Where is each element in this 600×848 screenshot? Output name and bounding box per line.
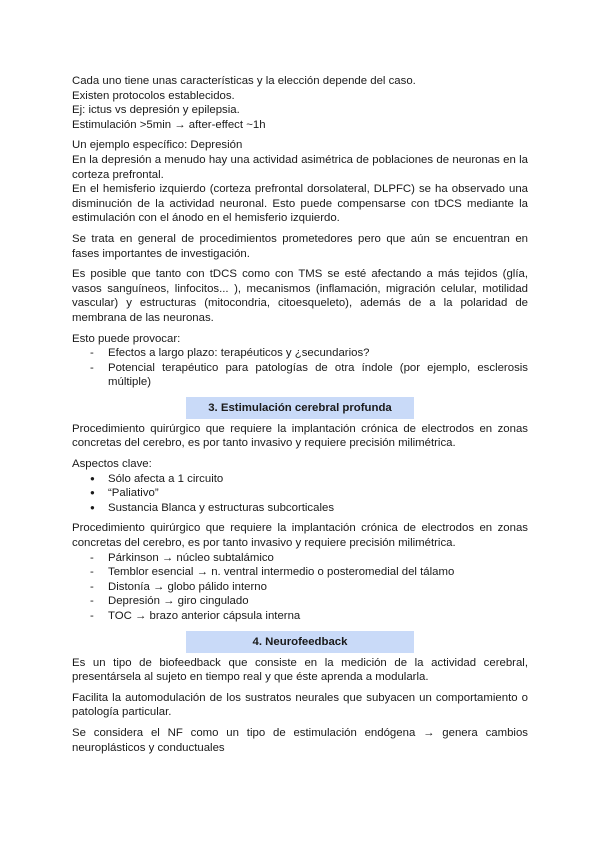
effects-list [72,346,528,390]
list-item: ● “Paliativo” [72,486,528,501]
list-item: - Párkinson → núcleo subtalámico [72,551,528,566]
section-3-heading: 3. Estimulación cerebral profunda [186,397,414,419]
general-paragraph: Se trata en general de procedimientos prometedores pero que aún se encuentran en fases importantes de investigación. [72,232,528,260]
section-4-paragraph-3: Se considera el NF como un tipo de estimulación endógena → genera cambios neuroplásticos y conductuales [72,726,528,754]
tissues-paragraph: Es posible que tanto con tDCS como con TMS se esté afectando a más tejidos (glía, vasos sanguíneos, linfocitos... ), mecanismos (inflamación, migración celular, motilidad vascular) y estructuras (mitocondria, citoesqueleto), además de a la polaridad de membrana de las neuronas. [72,268,528,324]
list-item: - Potencial terapéutico para patologías de otra índole (por ejemplo, esclerosis múltiple) [72,361,528,390]
depression-paragraph-2: En el hemisferio izquierdo (corteza prefrontal dorsolateral, DLPFC) se ha observado una disminución de la actividad neuronal. Esto puede compensarse con tDCS mediante la estimulación con el ánodo en el hemisferio izquierdo. [72,183,528,225]
list-item: - Temblor esencial → n. ventral intermedio o posteromedial del tálamo [72,565,528,580]
list-item: - Depresión → giro cingulado [72,594,528,609]
targets-list [72,551,528,624]
depression-label: Un ejemplo específico: Depresión [72,139,243,152]
intro-line-4: Estimulación >5min → after-effect ~1h [72,118,266,131]
depression-paragraph-1: En la depresión a menudo hay una actividad asimétrica de poblaciones de neuronas en la corteza prefrontal. [72,153,528,181]
section-3-paragraph-2: Procedimiento quirúrgico que requiere la implantación crónica de electrodos en zonas concretas del cerebro, es por tanto invasivo y requiere precisión milimétrica. [72,522,528,550]
intro-line-3: Ej: ictus vs depresión y epilepsia. [72,104,240,117]
list-item: ● Sólo afecta a 1 circuito [72,472,528,487]
aspects-list [72,472,528,516]
document-page [72,74,528,755]
list-item: ● Sustancia Blanca y estructuras subcorticales [72,501,528,516]
intro-line-2: Existen protocolos establecidos. [72,89,235,102]
section-4-paragraph-2: Facilita la automodulación de los sustratos neurales que subyacen un comportamiento o patología particular. [72,691,528,719]
list-item: - TOC → brazo anterior cápsula interna [72,609,528,624]
aspects-label: Aspectos clave: [72,458,152,471]
section-4-heading: 4. Neurofeedback [186,631,414,653]
section-4-paragraph-1: Es un tipo de biofeedback que consiste en la medición de la actividad cerebral, presentársela al sujeto en tiempo real y que éste aprenda a modularla. [72,656,528,684]
section-3-paragraph-1: Procedimiento quirúrgico que requiere la implantación crónica de electrodos en zonas concretas del cerebro, es por tanto invasivo y requiere precisión milimétrica. [72,422,528,450]
list-item: - Efectos a largo plazo: terapéuticos y ¿secundarios? [72,346,528,361]
intro-line-1: Cada uno tiene unas características y la elección depende del caso. [72,75,416,87]
effects-label: Esto puede provocar: [72,332,181,345]
list-item: - Distonía → globo pálido interno [72,580,528,595]
